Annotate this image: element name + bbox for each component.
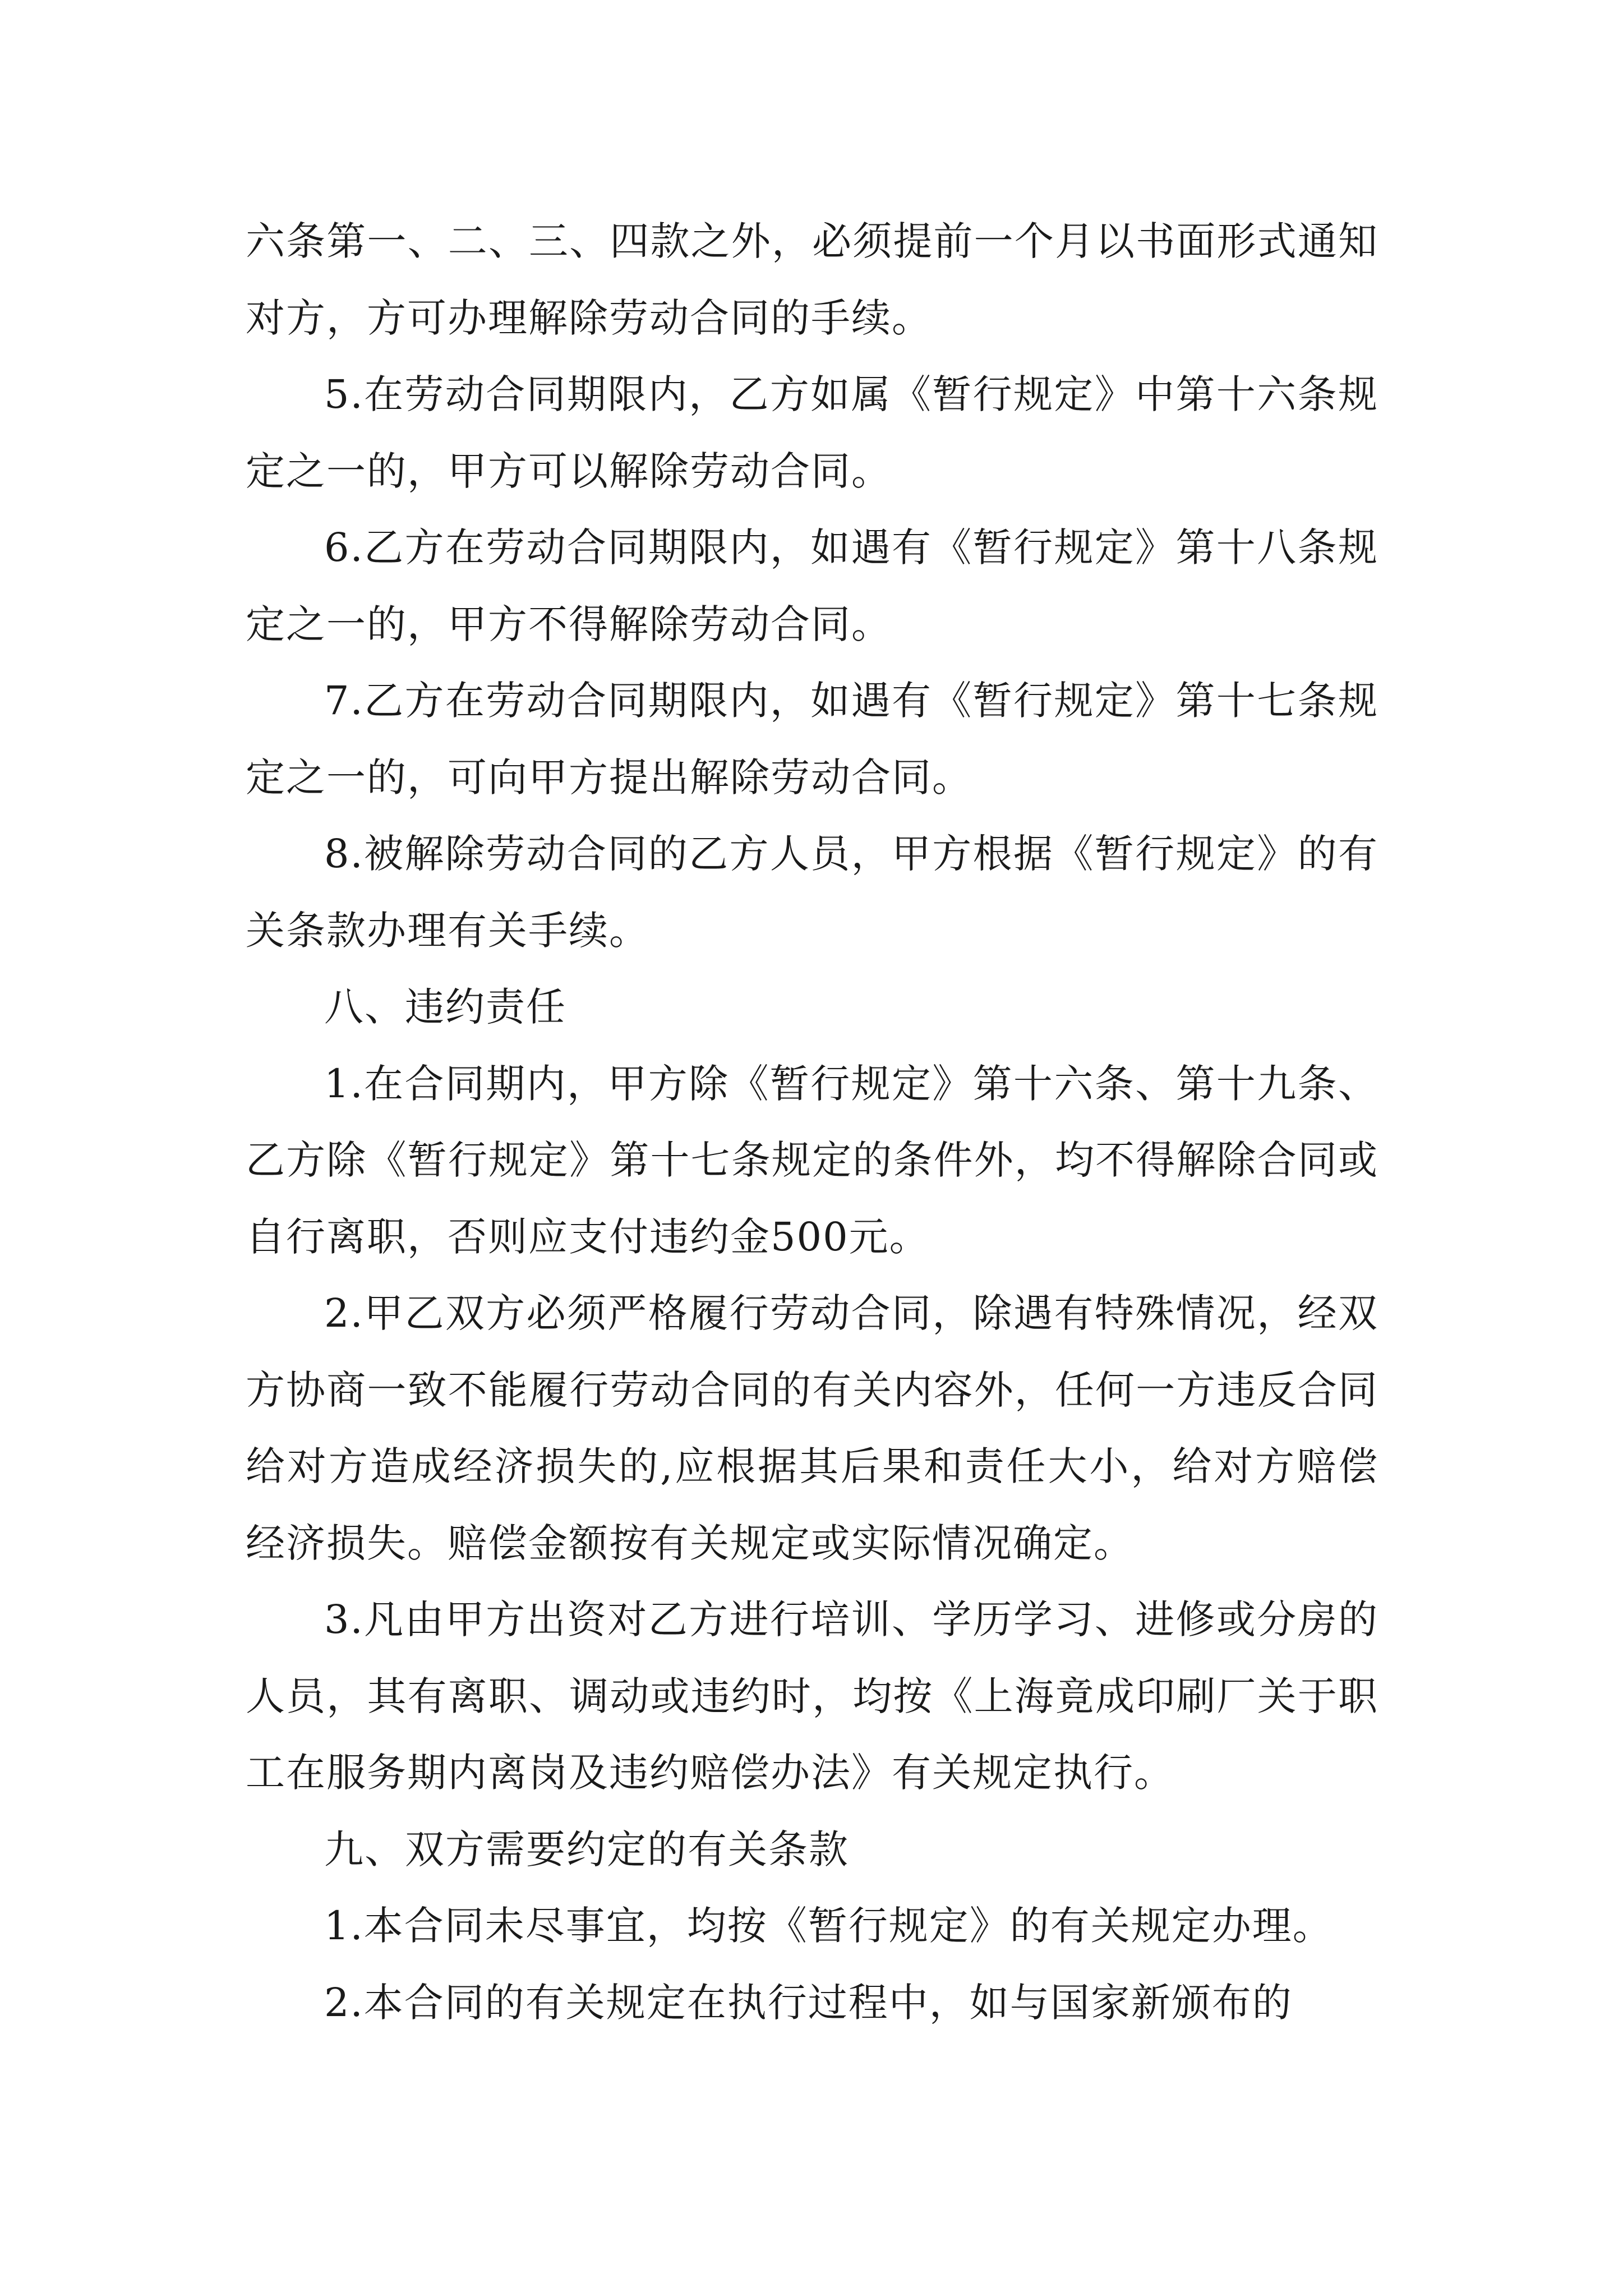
paragraph-breach-clause-3: 3.凡由甲方出资对乙方进行培训、学历学习、进修或分房的人员，其有离职、调动或违约时，均按《上海竟成印刷厂关于职工在服务期内离岗及违约赔偿办法》有关规定执行。 bbox=[246, 1596, 1378, 1796]
paragraph-agreed-clause-2: 2.本合同的有关规定在执行过程中，如与国家新颁布的 bbox=[324, 1979, 1293, 2026]
paragraph-continuation: 六条第一、二、三、四款之外，必须提前一个月以书面形式通知对方，方可办理解除劳动合同的手续。 bbox=[246, 218, 1378, 341]
paragraph-clause-5: 5.在劳动合同期限内，乙方如属《暂行规定》中第十六条规定之一的，甲方可以解除劳动合同。 bbox=[246, 371, 1378, 494]
paragraph-breach-clause-2: 2.甲乙双方必须严格履行劳动合同，除遇有特殊情况，经双方协商一致不能履行劳动合同的有关内容外，任何一方违反合同给对方造成经济损失的,应根据其后果和责任大小，给对方赔偿经济损失。赔偿金额按有关规定或实际情况确定。 bbox=[246, 1290, 1378, 1566]
paragraph-breach-clause-1: 1.在合同期内，甲方除《暂行规定》第十六条、第十九条、乙方除《暂行规定》第十七条规定的条件外，均不得解除合同或自行离职，否则应支付违约金500元。 bbox=[246, 1060, 1378, 1260]
paragraph-clause-8: 8.被解除劳动合同的乙方人员，甲方根据《暂行规定》的有关条款办理有关手续。 bbox=[246, 831, 1378, 954]
paragraph-clause-6: 6.乙方在劳动合同期限内，如遇有《暂行规定》第十八条规定之一的，甲方不得解除劳动合同。 bbox=[246, 524, 1378, 647]
document-body bbox=[246, 203, 1378, 2041]
paragraph-clause-7: 7.乙方在劳动合同期限内，如遇有《暂行规定》第十七条规定之一的，可向甲方提出解除劳动合同。 bbox=[246, 678, 1378, 800]
paragraph-agreed-clause-1: 1.本合同未尽事宜，均按《暂行规定》的有关规定办理。 bbox=[324, 1903, 1333, 1949]
section-heading-agreed-terms: 九、双方需要约定的有关条款 bbox=[324, 1826, 849, 1872]
section-heading-breach-liability: 八、违约责任 bbox=[324, 984, 566, 1030]
